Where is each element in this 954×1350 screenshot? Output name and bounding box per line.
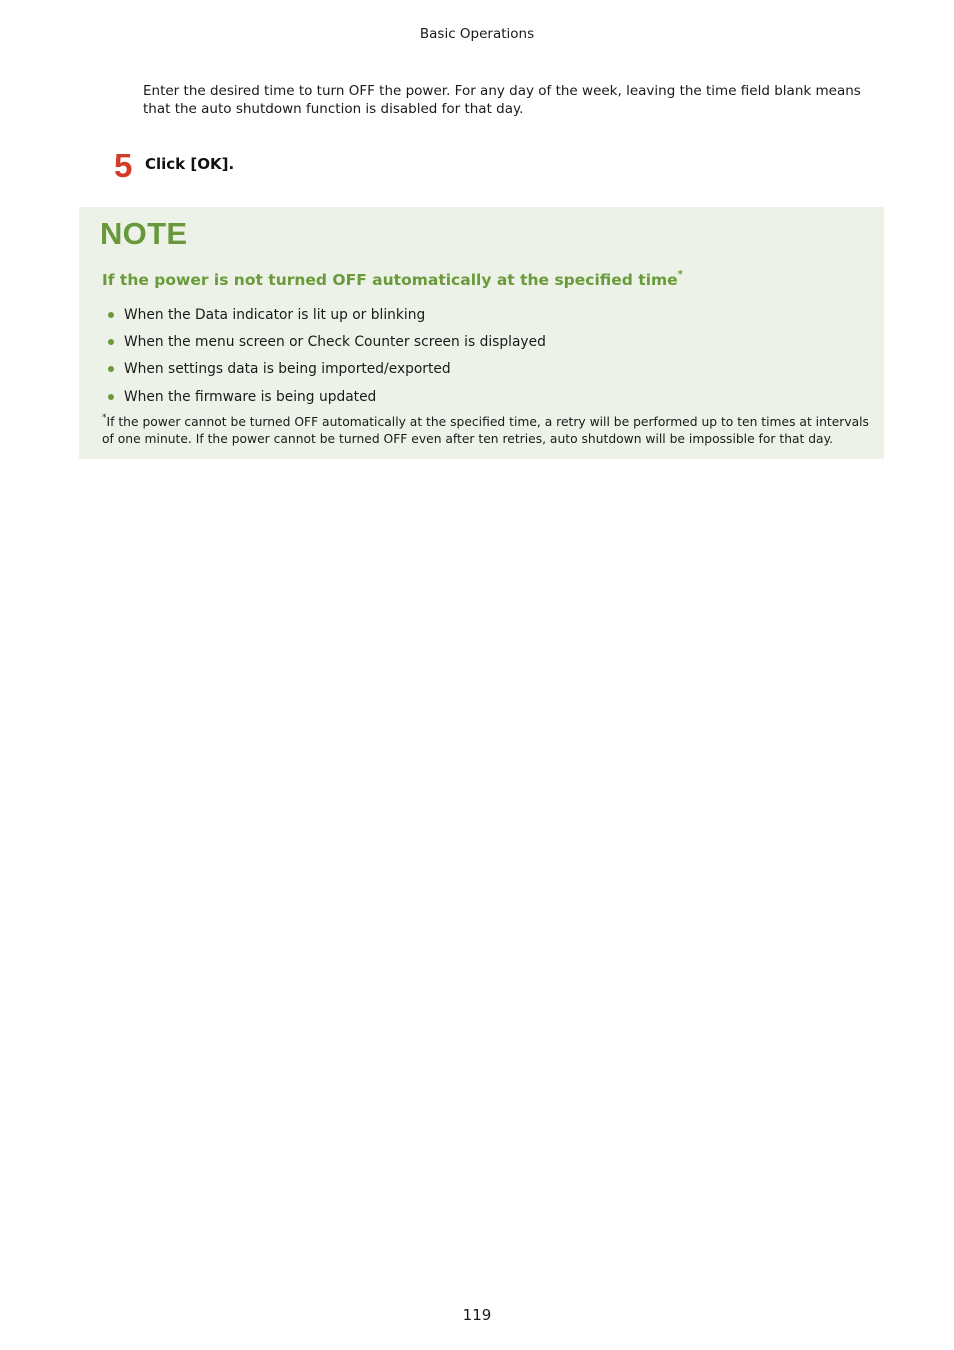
bullet-icon xyxy=(108,312,114,318)
note-heading xyxy=(102,270,683,290)
page-number: 119 xyxy=(462,1306,492,1324)
footnote-marker: * xyxy=(102,412,107,423)
bullet-icon xyxy=(108,394,114,400)
footnote xyxy=(102,414,872,448)
step-instruction: Click [OK]. xyxy=(145,155,235,173)
footnote-text: If the power cannot be turned OFF automatically at the specified time, a retry will be performed up to ten times at intervals of one minute. If the power cannot be turned OFF even after ten retries, auto shutdown will be impossible for that day. xyxy=(102,415,869,446)
list-item-text: When the menu screen or Check Counter screen is displayed xyxy=(124,333,546,350)
step-number: 5 xyxy=(114,147,133,184)
list-item xyxy=(102,356,546,383)
list-item-text: When the firmware is being updated xyxy=(124,388,377,405)
note-list xyxy=(102,301,546,410)
list-item-text: When the Data indicator is lit up or blinking xyxy=(124,306,426,323)
list-item-text: When settings data is being imported/exported xyxy=(124,361,451,378)
list-item xyxy=(102,301,546,328)
bullet-icon xyxy=(108,339,114,345)
note-heading-marker: * xyxy=(677,268,683,280)
bullet-icon xyxy=(108,366,114,372)
note-heading-text: If the power is not turned OFF automatically at the specified time xyxy=(102,271,678,289)
list-item xyxy=(102,383,546,410)
note-title: NOTE xyxy=(100,216,188,251)
running-header: Basic Operations xyxy=(419,26,535,42)
step-5 xyxy=(114,146,234,186)
list-item xyxy=(102,328,546,355)
note-box xyxy=(79,207,884,459)
intro-paragraph: Enter the desired time to turn OFF the power. For any day of the week, leaving the time field blank means that the auto shutdown function is disabled for that day. xyxy=(143,83,861,117)
